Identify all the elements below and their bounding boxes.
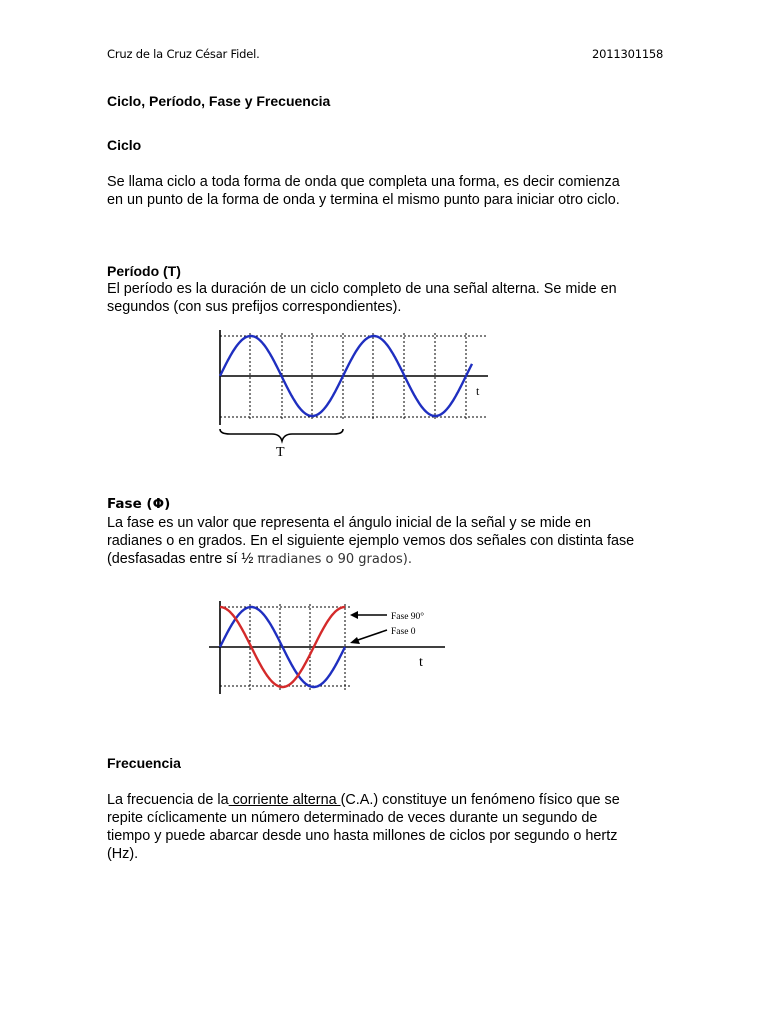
arrow-90-head — [350, 611, 358, 619]
arrow-0-line — [355, 630, 387, 641]
fase-line-3-b: πradianes o 90 grados). — [257, 552, 413, 567]
periodo-line-2: segundos (con sus prefijos correspondientes). — [107, 299, 402, 315]
fase-line-2: radianes o en grados. En el siguiente ejemplo vemos dos señales con distinta fase — [107, 533, 635, 549]
phase-t-label: t — [419, 655, 423, 670]
frecuencia-line-4: (Hz). — [107, 846, 139, 862]
period-T-label: T — [276, 445, 285, 460]
frecuencia-heading: Frecuencia — [107, 755, 181, 771]
period-waveform-figure — [210, 325, 500, 465]
period-brace — [220, 429, 343, 441]
fase-90-label: Fase 90° — [391, 612, 425, 622]
fase-line-3-a: (desfasadas entre sí ½ — [107, 551, 258, 567]
author-name: Cruz de la Cruz César Fidel. — [107, 47, 260, 61]
fase-line-3 — [107, 550, 634, 569]
arrow-0-head — [350, 637, 360, 644]
frecuencia-line-2: repite cíclicamente un número determinado de veces durante un segundo de — [107, 810, 598, 826]
fase-0-label: Fase 0 — [391, 627, 416, 637]
page-title: Ciclo, Período, Fase y Frecuencia — [107, 93, 331, 109]
frecuencia-line-1-b: (C.A.) constituye un fenómeno físico que se — [340, 792, 620, 808]
frecuencia-paragraph — [107, 791, 620, 863]
student-id: 2011301158 — [592, 47, 664, 61]
ciclo-paragraph — [107, 173, 620, 209]
periodo-paragraph — [107, 280, 617, 316]
periodo-line-1: El período es la duración de un ciclo completo de una señal alterna. Se mide en — [107, 281, 617, 297]
period-t-label: t — [476, 384, 480, 398]
fase-paragraph — [107, 514, 634, 569]
frecuencia-line-1-a: La frecuencia de la — [107, 792, 229, 808]
ciclo-heading: Ciclo — [107, 137, 142, 153]
fase-heading: Fase (Φ) — [107, 496, 171, 512]
phase-waveform-figure — [205, 598, 455, 698]
ciclo-line-2: en un punto de la forma de onda y termina el mismo punto para iniciar otro ciclo. — [107, 192, 620, 208]
fase-line-1: La fase es un valor que representa el ángulo inicial de la señal y se mide en — [107, 515, 591, 531]
periodo-heading: Período (T) — [107, 263, 181, 279]
frecuencia-line-3: tiempo y puede abarcar desde uno hasta millones de ciclos por segundo o hertz — [107, 828, 618, 844]
frecuencia-line-1 — [107, 791, 620, 809]
corriente-alterna-link[interactable]: corriente alterna — [228, 792, 341, 808]
ciclo-line-1: Se llama ciclo a toda forma de onda que completa una forma, es decir comienza — [107, 174, 620, 190]
